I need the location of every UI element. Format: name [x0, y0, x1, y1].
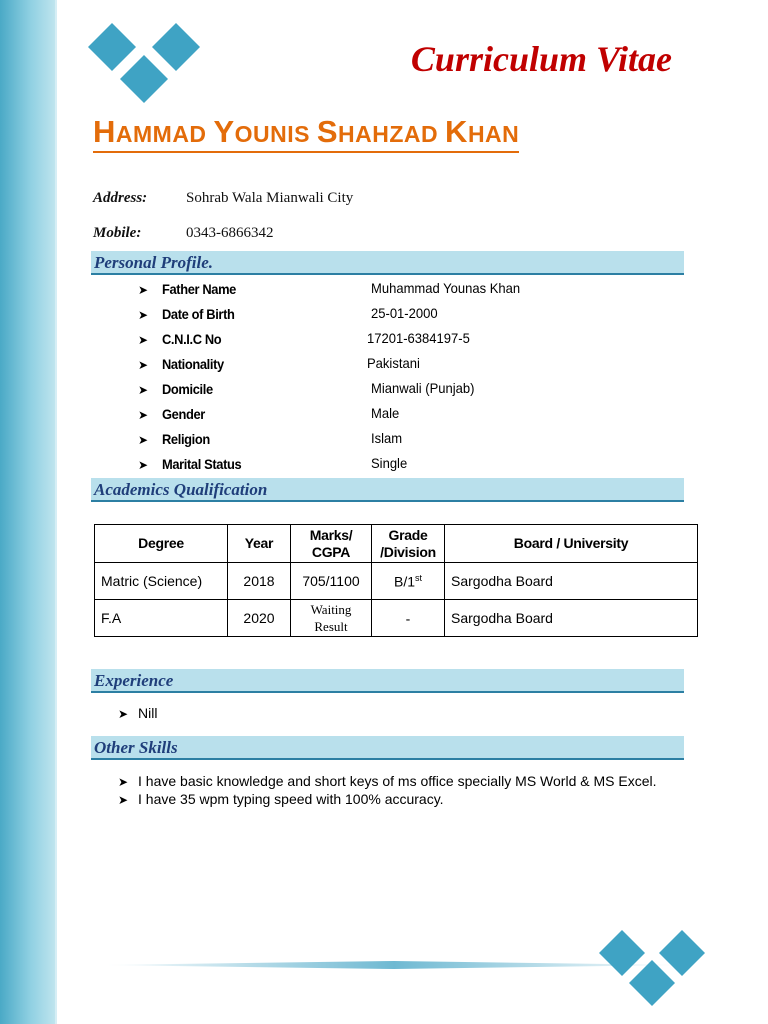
profile-value-religion: Islam [371, 430, 403, 446]
arrowhead-bullet-icon: ➤ [138, 458, 149, 472]
document-title: Curriculum Vitae [410, 39, 672, 79]
arrowhead-bullet-icon: ➤ [118, 707, 129, 721]
col-degree: Degree [95, 525, 228, 563]
mobile-value: 0343-6866342 [186, 225, 274, 241]
profile-row-domicile: ➤ Domicile [138, 381, 213, 397]
cell-year: 2018 [228, 563, 291, 600]
profile-row-gender: ➤ Gender [138, 406, 205, 422]
profile-row-dob: ➤ Date of Birth [138, 306, 235, 322]
profile-row-nationality: ➤ Nationality [138, 356, 224, 372]
academics-heading: Academics Qualification [91, 478, 684, 502]
personal-profile-heading: Personal Profile. [91, 251, 684, 275]
skill-item: ➤ I have 35 wpm typing speed with 100% accuracy. [118, 791, 444, 807]
profile-value-nationality: Pakistani [367, 355, 420, 371]
cell-board: Sargodha Board [445, 600, 698, 637]
table-header-row [95, 525, 698, 563]
cell-grade: B/1st [372, 563, 445, 600]
mobile-label: Mobile: [93, 225, 142, 241]
profile-row-religion: ➤ Religion [138, 431, 210, 447]
candidate-name [93, 114, 519, 153]
side-decorative-bar [0, 0, 55, 1024]
skill-item: ➤ I have basic knowledge and short keys of ms office specially MS World & MS Excel. [118, 773, 657, 789]
arrowhead-bullet-icon: ➤ [138, 383, 149, 397]
cell-degree: F.A [95, 600, 228, 637]
cell-degree: Matric (Science) [95, 563, 228, 600]
profile-value-domicile: Mianwali (Punjab) [371, 380, 475, 396]
table-row [95, 600, 698, 637]
address-value: Sohrab Wala Mianwali City [186, 190, 354, 206]
name-part-1: HAMMAD [93, 114, 207, 149]
academics-table [94, 524, 698, 637]
other-skills-heading: Other Skills [91, 736, 684, 760]
arrowhead-bullet-icon: ➤ [138, 408, 149, 422]
table-row [95, 563, 698, 600]
diamond-logo-icon [592, 925, 712, 1007]
arrowhead-bullet-icon: ➤ [118, 775, 129, 789]
address-label: Address: [93, 190, 148, 206]
diamond-logo-icon [78, 15, 210, 105]
arrowhead-bullet-icon: ➤ [138, 433, 149, 447]
col-year: Year [228, 525, 291, 563]
experience-item: ➤ Nill [118, 705, 158, 721]
arrowhead-bullet-icon: ➤ [138, 283, 149, 297]
cell-marks: 705/1100 [291, 563, 372, 600]
name-part-3: SHAHZAD [316, 114, 439, 149]
arrowhead-bullet-icon: ➤ [138, 308, 149, 322]
profile-row-father-name: ➤ Father Name [138, 281, 236, 297]
cell-marks: Waiting Result [291, 600, 372, 637]
mobile-row [93, 225, 274, 242]
profile-value-father-name: Muhammad Younas Khan [371, 280, 521, 296]
profile-row-marital-status: ➤ Marital Status [138, 456, 242, 472]
profile-value-dob: 25-01-2000 [371, 305, 438, 321]
col-board: Board / University [445, 525, 698, 563]
col-grade: Grade /Division [372, 525, 445, 563]
col-marks: Marks/ CGPA [291, 525, 372, 563]
arrowhead-bullet-icon: ➤ [118, 793, 129, 807]
name-part-4: KHAN [445, 114, 520, 149]
profile-value-cnic: 17201-6384197-5 [367, 330, 470, 346]
profile-value-marital-status: Single [371, 455, 408, 471]
cell-year: 2020 [228, 600, 291, 637]
cell-board: Sargodha Board [445, 563, 698, 600]
experience-heading: Experience [91, 669, 684, 693]
profile-row-cnic: ➤ C.N.I.C No [138, 331, 222, 347]
profile-value-gender: Male [371, 405, 400, 421]
cell-grade: - [372, 600, 445, 637]
address-row [93, 190, 353, 207]
arrowhead-bullet-icon: ➤ [138, 333, 149, 347]
arrowhead-bullet-icon: ➤ [138, 358, 149, 372]
name-part-2: YOUNIS [213, 114, 310, 149]
